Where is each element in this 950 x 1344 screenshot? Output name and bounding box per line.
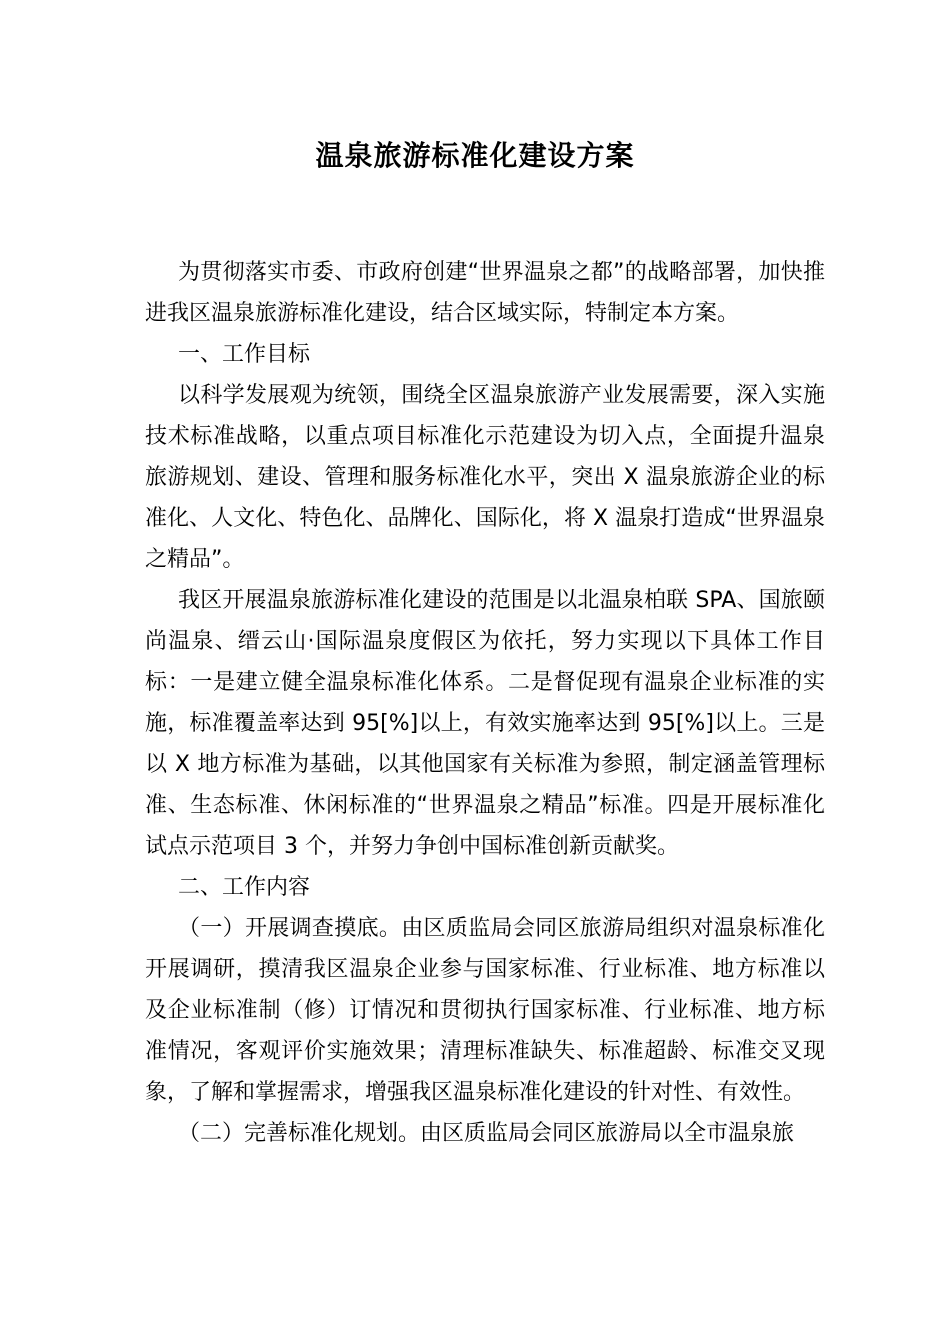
section-heading-goals: 一、工作目标 [178, 342, 311, 367]
paragraph-goals-guideline: 以科学发展观为统领，围绕全区温泉旅游产业发展需要，深入实施技术标准战略，以重点项目标准化示范建设为切入点，全面提升温泉旅游规划、建设、管理和服务标准化水平，突出 X 温泉旅游企业的标准化、人文化、特色化、品牌化、国际化，将 X 温泉打造成“世界温泉之精品”。 [145, 383, 825, 572]
paragraph-intro: 为贯彻落实市委、市政府创建“世界温泉之都”的战略部署，加快推进我区温泉旅游标准化建设，结合区域实际，特制定本方案。 [145, 260, 825, 326]
document-body [145, 252, 825, 1154]
document-title: 温泉旅游标准化建设方案 [315, 139, 635, 172]
section-heading-content: 二、工作内容 [178, 875, 311, 900]
paragraph-content-planning: （二）完善标准化规划。由区质监局会同区旅游局以全市温泉旅 [178, 1121, 795, 1146]
paragraph-content-survey: （一）开展调查摸底。由区质监局会同区旅游局组织对温泉标准化开展调研，摸清我区温泉企业参与国家标准、行业标准、地方标准以及企业标准制（修）订情况和贯彻执行国家标准、行业标准、地方标准情况，客观评价实施效果；清理标准缺失、标准超龄、标准交叉现象，了解和掌握需求，增强我区温泉标准化建设的针对性、有效性。 [145, 916, 825, 1105]
paragraph-goals-scope: 我区开展温泉旅游标准化建设的范围是以北温泉柏联 SPA、国旅颐尚温泉、缙云山·国际温泉度假区为依托，努力实现以下具体工作目标：一是建立健全温泉标准化体系。二是督促现有温泉企业标准的实施，标准覆盖率达到 95[%]以上，有效实施率达到 95[%]以上。三是以 X 地方标准为基础，以其他国家有关标准为参照，制定涵盖管理标准、生态标准、休闲标准的“世界温泉之精品”标准。四是开展标准化试点示范项目 3 个，并努力争创中国标准创新贡献奖。 [145, 588, 825, 859]
